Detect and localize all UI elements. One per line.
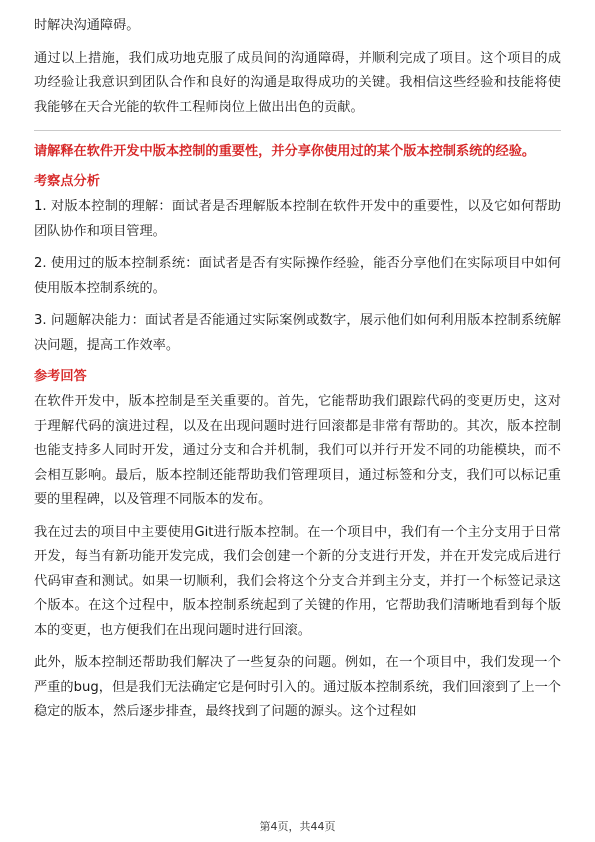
- page-footer: 第4页，共44页: [259, 820, 336, 833]
- analysis-item: 1. 对版本控制的理解：面试者是否理解版本控制在软件开发中的重要性，以及它如何帮助团队协作和项目管理。: [34, 199, 561, 239]
- answer-title: 参考回答: [34, 369, 87, 384]
- answer-paragraph: 此外，版本控制还帮助我们解决了一些复杂的问题。例如，在一个项目中，我们发现一个严重的bug，但是我们无法确定它是何时引入的。通过版本控制系统，我们回滚到了上一个稳定的版本，然后逐步排查，最终找到了问题的源头。这个过程如: [34, 655, 561, 719]
- conclusion-paragraph: 通过以上措施，我们成功地克服了成员间的沟通障碍，并顺利完成了项目。这个项目的成功经验让我意识到团队合作和良好的沟通是取得成功的关键。我相信这些经验和技能将使我能够在天合光能的软件工程师岗位上做出出色的贡献。: [34, 50, 561, 115]
- analysis-item: 3. 问题解决能力：面试者是否能通过实际案例或数字，展示他们如何利用版本控制系统解决问题，提高工作效率。: [34, 313, 561, 353]
- answer-paragraph: 在软件开发中，版本控制是至关重要的。首先，它能帮助我们跟踪代码的变更历史，这对于理解代码的演进过程，以及在出现问题时进行回滚都是非常有帮助的。其次，版本控制也能支持多人同时开发，通过分支和合并机制，我们可以并行开发不同的功能模块，而不会相互影响。最后，版本控制还能帮助我们管理项目，通过标签和分支，我们可以标记重要的里程碑，以及管理不同版本的发布。: [34, 394, 561, 507]
- question-heading: 请解释在软件开发中版本控制的重要性，并分享你使用过的某个版本控制系统的经验。: [34, 144, 536, 159]
- document-page: [34, 14, 561, 733]
- analysis-title: 考察点分析: [34, 174, 100, 189]
- analysis-item: 2. 使用过的版本控制系统：面试者是否有实际操作经验，能否分享他们在实际项目中如何使用版本控制系统的。: [34, 256, 561, 296]
- answer-paragraph: 我在过去的项目中主要使用Git进行版本控制。在一个项目中，我们有一个主分支用于日常开发，每当有新功能开发完成，我们会创建一个新的分支进行开发，并在开发完成后进行代码审查和测试。如果一切顺利，我们会将这个分支合并到主分支，并打一个标签记录这个版本。在这个过程中，版本控制系统起到了关键的作用，它帮助我们清晰地看到每个版本的变更，也方便我们在出现问题时进行回滚。: [34, 524, 561, 638]
- section-divider: [34, 130, 561, 131]
- top-fragment: 时解决沟通障碍。: [34, 18, 140, 33]
